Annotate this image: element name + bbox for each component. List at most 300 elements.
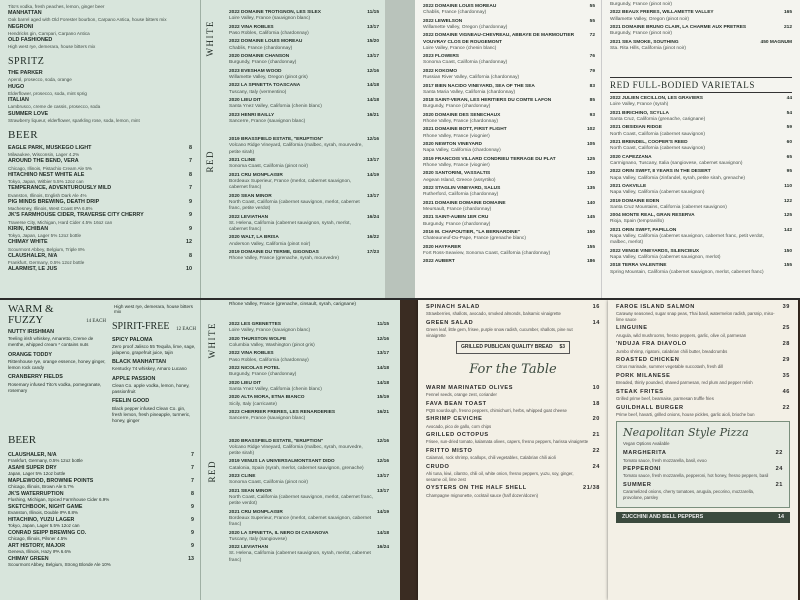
menu-item <box>426 432 600 445</box>
menu-item-name: STEAK FRITES <box>616 388 664 395</box>
wine-name: 2020 DOMAINE CHANSON <box>229 53 290 59</box>
wine-name: 2022 LEWELSON <box>423 18 463 24</box>
menu-item <box>616 304 790 322</box>
wine-text <box>610 213 695 225</box>
beer-name: EAGLE PARK, MUSKEGO LIGHT <box>8 144 92 151</box>
wine-text <box>610 125 705 137</box>
wine-desc: Meursault, France (chardonnay) <box>423 207 492 212</box>
panel-bottom-right-food <box>400 300 800 600</box>
menu-item-price: 22 <box>775 450 783 457</box>
menu-item-price: 29 <box>782 357 790 364</box>
menu-item-name: GREEN SALAD <box>426 319 474 326</box>
wine-text <box>229 10 321 22</box>
wine-name: 2021 CRU MONPLAISIR <box>229 509 283 515</box>
wine-row <box>229 366 389 378</box>
wine-name: 2022 DOMAINE TROTIGNON, LES SILEX <box>229 10 321 15</box>
menu-item-name: LINGUINE <box>616 325 648 332</box>
wine-desc: Fort Ross-Seaview, Sonoma Coast, California (chardonnay) <box>423 250 551 256</box>
beer-text <box>8 465 65 476</box>
panel-bottom-left-drinks <box>0 300 200 600</box>
menu-item-text <box>616 325 746 338</box>
menu-item <box>426 448 600 461</box>
wine-name: 2021 OAKVILLE <box>610 183 647 189</box>
spritz-desc: Lambrusco, creme de cassis, prosecco, soda <box>8 104 101 110</box>
beer-name: ART HISTORY, MAJOR <box>8 543 66 549</box>
wine-desc: Aegean Island, Greece (assyrtiko) <box>423 177 496 183</box>
bread-label: GRILLED PUBLICAN QUALITY BREAD <box>461 344 553 351</box>
wine-name: 2022 ORIN SWIFT, 8 YEARS IN THE DESERT <box>610 169 711 175</box>
menu-item-name: PORK MILANESE <box>616 372 671 379</box>
wine-price: 11/15 <box>377 322 389 327</box>
beer-heading: BEER <box>8 129 39 142</box>
wine-price: 14/18 <box>376 530 389 536</box>
spritz-desc: Elderflower, prosecco, soda, mint sprig <box>8 90 87 96</box>
wine-text <box>610 140 705 152</box>
red-full-bodied-heading: RED FULL-BODIED VARIETALS <box>610 77 792 93</box>
warm-desc: Rosemary infused Tito's vodka, pomegranate, rosemary <box>8 381 102 393</box>
wine-price: 110 <box>784 183 792 189</box>
beer-row <box>8 172 192 185</box>
beer-price: 8 <box>189 171 192 178</box>
wine-text <box>229 439 373 458</box>
beer-text <box>8 452 83 463</box>
wine-text <box>610 10 714 22</box>
menu-item-desc: Calamari, rock shrimp, scallops, chili vegetables, Calabrian chili aioli <box>426 455 556 461</box>
wine-price: 142 <box>783 227 792 233</box>
wine-text <box>229 173 363 192</box>
wine-name: 2019 DOMAINE EDEN <box>610 198 660 204</box>
wine-text <box>229 489 373 508</box>
menu-item-price: 21/38 <box>583 485 600 492</box>
cocktail-desc: High west rye, demerara, house bitters mix <box>8 44 96 50</box>
wine-price: 72 <box>589 33 595 39</box>
wine-row <box>610 10 792 22</box>
wine-name: 2019 FRANCOIS VILLARD CONDRIEU TERRAGE DU PLAT <box>423 156 556 162</box>
white-section-label: WHITE <box>205 20 215 57</box>
wine-price: 85 <box>589 98 595 104</box>
spirit-name: BLACK MANHATTAN <box>112 359 166 366</box>
wine-name: 2022 VINA ROBLES <box>229 351 274 357</box>
wine-text <box>610 199 727 211</box>
wine-row <box>229 337 389 349</box>
beer-price: 7 <box>191 478 194 484</box>
cocktail-desc: Hendricks gin, Campari, Carpano Antica <box>8 30 90 36</box>
menu-item-name: WARM MARINATED OLIVES <box>426 384 514 391</box>
wine-desc: Santa Cruz, California (grenache, carignane) <box>610 116 706 122</box>
wine-desc: Burgundy, France (chardonnay) <box>229 372 297 378</box>
wine-row <box>610 169 792 181</box>
wine-name: 2019 BRASSFIELD ESTATE, "ERUPTION" <box>229 137 324 143</box>
spirit-free-price: 12 EACH <box>176 326 196 332</box>
wine-price: 105 <box>586 142 595 148</box>
wine-text <box>423 201 506 213</box>
beer-row <box>8 158 192 171</box>
bottom-banner-label: ZUCCHINI AND BELL PEPPERS <box>622 514 704 521</box>
wine-text <box>610 111 705 123</box>
menu-item <box>616 389 790 402</box>
menu-item-name: PEPPERONI <box>623 466 662 473</box>
wine-price: 11/15 <box>367 10 379 15</box>
wine-text <box>423 171 496 183</box>
wine-price: 14/18 <box>376 365 389 371</box>
wine-row <box>229 459 389 471</box>
beer-desc: Geneva, Illinois, Hazy IPA 6.6% <box>8 549 71 554</box>
wine-price: 125 <box>783 213 792 219</box>
wine-price: 65 <box>786 154 792 160</box>
beer-row <box>8 465 194 476</box>
beer-name: CLAUSHALER, N/A <box>8 252 58 259</box>
menu-item-desc: Champagne mignonette, cocktail sauce (half dozen/dozen) <box>426 492 539 498</box>
wine-name: 2021 CLINE <box>229 158 256 164</box>
wine-text <box>423 4 496 16</box>
beer-text <box>8 478 93 489</box>
wine-price: 15/19 <box>376 395 389 401</box>
warm-fuzzy-section <box>8 304 106 394</box>
wine-row <box>229 395 389 407</box>
wine-row <box>423 201 595 213</box>
wine-desc: Columbia Valley, Washington (pinot gris) <box>229 342 315 348</box>
wine-desc: Willamette Valley, Oregon (chardonnay) <box>423 24 508 30</box>
warm-name: ORANGE TODDY <box>8 351 52 358</box>
menu-item-price: 14 <box>592 319 600 326</box>
menu-item <box>616 341 790 354</box>
wine-name: 2019 DOMAINE DU TERME, GIGONDAS <box>229 250 319 256</box>
wine-text <box>229 83 300 95</box>
menu-item-desc: Prime beef, havarti, grilled onions, house pickles, garlic aioli, brioche bun <box>616 411 755 417</box>
warm-fuzzy-price: 14 EACH <box>86 319 106 325</box>
wine-desc: Rioja, Spain (tempranillo) <box>610 219 664 225</box>
beer-row <box>8 199 192 212</box>
wine-text <box>423 157 556 169</box>
wine-price: 16/24 <box>376 545 389 551</box>
menu-item-name: OYSTERS ON THE HALF SHELL <box>426 485 527 492</box>
cocktail-name: NEGRONI <box>8 23 34 30</box>
beer-name: MAPLEWOOD, BROWNIE POINTS <box>8 478 94 484</box>
wine-name: 2022 DOMAINE VIGNEAU-CHEVREAU, ABBAYE DE MARMOUTIER VOUVRAY CLOS DE ROUGEMONT <box>423 33 575 45</box>
wine-text <box>610 184 704 196</box>
wine-price: 12/16 <box>366 68 379 74</box>
bottom-banner-price: 14 <box>778 514 784 521</box>
wine-desc: St. Helena, California (cabernet sauvignon, syrah, merlot, cabernet franc) <box>229 551 371 563</box>
wine-desc: Loire Valley, France (chenin blanc) <box>423 45 497 51</box>
wine-desc: Paso Robles, California (chardonnay) <box>229 30 309 36</box>
menu-item-text <box>426 448 556 461</box>
wine-name: 2022 KOKOMO <box>423 68 458 74</box>
menu-item-price: 28 <box>782 341 790 348</box>
beer-text <box>8 530 86 541</box>
wine-name: 2022 BEAUX FRERES, WILLAMETTE VALLEY <box>610 10 714 16</box>
bread-price: $3 <box>559 344 565 351</box>
wine-text <box>610 169 745 181</box>
menu-item-desc: Caramelized onions, cherry tomatoes, arugula, pecorino, mozzarella, provolone, parsley <box>623 489 755 500</box>
beer-price: 10 <box>186 266 192 273</box>
beer-price: 9 <box>191 543 194 549</box>
wine-row <box>423 259 595 265</box>
wine-row <box>423 186 595 198</box>
wine-price: 12/16 <box>376 459 389 465</box>
wine-name: 2022 NICOLAS POTEL <box>229 365 280 371</box>
menu-item-text <box>616 357 723 370</box>
menu-item-text <box>426 432 588 445</box>
menu-item-desc: Green leaf, little gem, frisee, purple snow radish, cucumber, shallots, pine nut vinaigrette <box>426 327 573 338</box>
wine-row <box>229 474 389 486</box>
wine-text <box>229 474 308 486</box>
spirit-desc: Black pepper infused Clean Co. gin, fresh lemon, fresh pineapple, turmeric, honey, ginger <box>112 405 191 423</box>
wine-price: 135 <box>586 186 595 192</box>
beer-list <box>8 452 194 569</box>
menu-item-text <box>623 482 772 500</box>
wine-row <box>423 245 595 257</box>
menu-item-text <box>426 485 538 498</box>
beer-row <box>8 543 194 554</box>
wine-text <box>229 235 310 247</box>
wine-row <box>423 69 595 81</box>
beer-text <box>8 266 57 273</box>
beer-text <box>8 226 81 239</box>
wine-name: 2020 LA SPINETTA, IL NERO DI CASANOVA <box>229 530 329 536</box>
menu-item <box>426 304 600 317</box>
wine-desc: North Coast, California (cabernet sauvignon) <box>610 146 705 152</box>
beer-price: 9 <box>191 530 194 536</box>
spritz-desc: Strawberry liqueur, elderflower, sparkling rose, soda, lemon, mint <box>8 117 140 123</box>
wine-price: 122 <box>783 198 792 204</box>
wine-row <box>610 228 792 247</box>
beer-price: 13 <box>188 556 194 562</box>
menu-item-text <box>426 464 589 482</box>
wine-text <box>229 39 302 51</box>
warm-desc: Teeling irish whiskey, Amaretto, Creme de menthe, whipped cream * contains nuts <box>8 336 94 348</box>
wine-desc: Sonoma Coast, California (pinot noir) <box>229 480 308 486</box>
beer-name: HITACHINO, YUZU LAGER <box>8 517 75 523</box>
wine-price: 60 <box>786 139 792 145</box>
wine-text <box>610 249 720 261</box>
menu-item-text <box>616 405 755 418</box>
menu-item-price: 24 <box>592 463 600 470</box>
wine-desc: Burgundy, France (chardonnay) <box>229 60 297 66</box>
wine-name: 2021 ORIN SWIFT, PAPILLON <box>610 227 677 233</box>
wine-name: 2022 LA SPINETTA TOASCANA <box>229 83 301 89</box>
menu-item-text <box>623 450 707 463</box>
wine-name: 2004 MONTE REAL, GRAN RESERVA <box>610 213 695 219</box>
beer-desc: Tokyo, Japan, Lager 5% 12oz bottle <box>8 233 82 239</box>
beer-price: 7 <box>189 185 192 192</box>
wine-text <box>229 25 309 37</box>
menu-item-price: 10 <box>592 384 600 391</box>
wine-row <box>229 194 379 213</box>
warm-name: NUTTY IRISHMAN <box>8 329 55 335</box>
beer-name: PIG MINDS BREWING, DEATH DRIP <box>8 198 100 205</box>
wine-row <box>229 250 379 262</box>
wine-price: 59 <box>786 125 792 131</box>
beer-desc: Frankfurt, Germany, 0.5% 12oz bottle <box>8 260 85 266</box>
beer-text <box>8 239 85 252</box>
wine-row <box>610 155 792 167</box>
wine-desc: Spring Mountain, California (cabernet sauvignon, merlot, cabernet franc) <box>610 269 764 275</box>
wine-price: 125 <box>586 156 595 162</box>
cocktail-desc: Oak barrel aged with Old Forester bourbon, Carpano Antica, house bitters mix <box>8 17 167 23</box>
wine-row <box>610 2 792 8</box>
wine-text <box>610 263 764 275</box>
warm-fuzzy-title: WARM & FUZZY <box>8 303 54 326</box>
wine-name: 2016 M. CHAPOUTIER, "LA BERNARDINE" <box>423 230 521 236</box>
beer-desc: Flushing, Michigan, Spiced Farmhouse Cider 6.9% <box>8 497 110 502</box>
wine-desc: Tuscany, Italy (sangiovese) <box>229 536 287 542</box>
wine-row <box>423 98 595 110</box>
beer-row <box>8 491 194 502</box>
menu-item-name: SPINACH SALAD <box>426 304 480 310</box>
menu-item <box>623 466 783 479</box>
wine-row <box>610 263 792 275</box>
warm-desc: Rittenhouse rye, orange essence, honey ginger, lemon rock candy <box>8 358 106 371</box>
wine-name: 2021 CRU MONPLAISIR <box>229 172 283 178</box>
beer-row <box>8 212 192 225</box>
wine-row <box>423 33 595 52</box>
beer-price: 7 <box>191 452 194 458</box>
wine-price: 55 <box>589 18 595 24</box>
menu-item-desc: Fennel seeds, orange zest, coriander <box>426 391 497 397</box>
menu-item-name: FAVA BEAN TOAST <box>426 400 487 407</box>
wine-price: 12/16 <box>376 336 389 342</box>
wine-row <box>423 127 595 139</box>
wine-name: 2020 SANTORINI, VASSALTIS <box>423 171 491 177</box>
wine-text <box>423 19 507 31</box>
wine-text <box>423 215 490 227</box>
menu-item-name: GRILLED OCTOPUS <box>426 432 489 439</box>
wine-name: 2022 AUBERT <box>423 259 455 265</box>
wine-row <box>423 171 595 183</box>
beer-name: CHIMAY WHITE <box>8 239 48 246</box>
menu-item <box>426 416 600 429</box>
wine-price: 155 <box>586 244 595 250</box>
beer-price: 9 <box>191 517 194 523</box>
menu-item-name: FAROE ISLAND SALMON <box>616 304 695 310</box>
wine-text <box>423 142 501 154</box>
pizza-heading: Neapolitan Style Pizza <box>623 426 749 440</box>
menu-item <box>426 485 600 498</box>
wine-name: 2020 HAYFARER <box>423 244 461 250</box>
wine-desc: Sancerre, France (sauvignon blanc) <box>229 118 306 124</box>
wine-desc: Rutherford, California (chardonnay) <box>423 192 499 198</box>
wine-text <box>229 69 308 81</box>
bread-box <box>456 341 570 354</box>
wine-desc: Napa Valley, California (cabernet sauvignon, cabernet franc, petit verdot, malbec, merlot) <box>610 234 764 246</box>
wine-price: 102 <box>586 127 595 133</box>
wine-name: 2021 OBSIDIAN RIDGE <box>610 125 662 131</box>
beer-desc: Chicago, Illinois, Brown Ale 5.7% <box>8 484 74 489</box>
wine-name: 2022 STAGLIN VINEYARD, SALUS <box>423 186 501 192</box>
wine-desc: Burgundy, France (pinot noir) <box>610 31 673 37</box>
wine-price: 17/23 <box>366 250 379 256</box>
wine-row <box>229 69 379 81</box>
panel-top-right-bottles-b <box>601 0 800 298</box>
spirit-desc: Zero proof Jalisco 55 Tequila, lime, sage, jalapeno, grapefruit juice, tajin <box>112 343 196 355</box>
wine-desc: Bordeaux Superieur, France (merlot, cabernet sauvignon, cabernet franc) <box>229 179 352 191</box>
beer-name: KIRIN, ICHIBAN <box>8 225 49 232</box>
wine-text <box>423 98 551 110</box>
wine-name: 2021 DOMAINE BRUNO CLAIR, LA CHARME AUX PRETRES <box>610 25 747 31</box>
wine-price: 95 <box>786 169 792 175</box>
menu-item-text <box>426 401 567 414</box>
beer-row <box>8 253 192 266</box>
wine-price: 79 <box>589 68 595 74</box>
wine-text <box>229 113 305 125</box>
wine-desc: Rhone Valley, France (grenache, syrah, mourvedre) <box>229 256 339 262</box>
wine-price: 13/17 <box>376 351 389 357</box>
beer-price: 8 <box>191 491 194 497</box>
wine-desc: Loire Valley, France (sauvignon blanc) <box>229 16 311 22</box>
menu-item-desc: Frisee, sun-dried tomato, kalamata olives, capers, fresno peppers, harissa vinaigrette <box>426 439 589 445</box>
menu-item-desc: Jumbo shrimp, rigatoni, calabrian chili butter, breadcrumbs <box>616 348 728 354</box>
wine-name: 2019 VENUS LA UNIVERSALMONTSANT DIDO <box>229 459 335 465</box>
beer-desc: Tokyo, Japan, Lager 5.5% 12oz can <box>8 523 80 528</box>
spritz-name: HUGO <box>8 83 25 90</box>
wine-text <box>229 194 363 213</box>
wine-desc: Napa Valley, California (cabernet sauvignon) <box>610 190 705 196</box>
wine-name: 2021 SEAN MINOR <box>229 488 272 494</box>
wine-text <box>229 351 309 363</box>
wine-price: 12/16 <box>366 137 379 143</box>
red-section-label: RED <box>205 150 215 173</box>
beer-price: 9 <box>189 212 192 219</box>
spirit-free-section <box>112 320 196 424</box>
wine-price: 14/18 <box>366 83 379 89</box>
wine-desc: Sonoma Coast, California (pinot noir) <box>229 164 308 170</box>
wine-price: 13/17 <box>376 488 389 494</box>
beer-row <box>8 452 194 463</box>
beer-desc: Chicago, Illinois, Pistachio Cream Ale 5% <box>8 165 93 171</box>
wine-price: 150 <box>586 230 595 236</box>
menu-item-desc: Breaded, thinly pounded, shaved parmesan, red plum and pepper relish <box>616 380 753 386</box>
wine-desc: Loire Valley, France (syrah) <box>610 102 669 108</box>
wine-row <box>423 215 595 227</box>
menu-item-price: 35 <box>782 372 790 379</box>
wine-desc: St. Helena, California (cabernet sauvignon, syrah, merlot, cabernet franc) <box>229 220 351 233</box>
beer-name: HITACHINO NEST WHITE ALE <box>8 171 85 178</box>
menu-item-price: 25 <box>782 325 790 332</box>
wine-price: 44 <box>786 96 792 101</box>
wine-row <box>423 142 595 154</box>
cocktail-name: MANHATTAN <box>8 10 42 17</box>
wine-price: 16/24 <box>366 214 379 220</box>
wine-desc: Carmignano, Tuscany, Italia (sangiovese, cabernet sauvignon) <box>610 160 743 166</box>
menu-item <box>623 482 783 500</box>
menu-item-name: SUMMER <box>623 482 652 489</box>
beer-price: 7 <box>189 158 192 165</box>
spritz-name: SUMMER LOVE <box>8 110 49 117</box>
wine-name: 2023 CHERRIER FRERES, LES RENARDERIES <box>229 409 336 415</box>
spirit-name: APPLE PASSION <box>112 375 156 382</box>
beer-text <box>8 517 80 528</box>
wine-text <box>610 96 703 108</box>
wine-row <box>610 184 792 196</box>
wine-name: 2021 DOMAINE DOMAINE DOMAINE <box>423 200 506 206</box>
wine-row <box>229 39 379 51</box>
wine-text <box>229 98 322 110</box>
beer-name: SKETCHBOOK, NIGHT GAME <box>8 504 83 510</box>
beer-row <box>8 145 192 158</box>
bottom-banner <box>616 512 790 523</box>
beer-text <box>8 158 92 171</box>
wine-row <box>229 98 379 110</box>
beer-text <box>8 199 99 212</box>
menu-item-desc: Ahi tuna, kiwi, cilantro, chili oil, white onion, fresno peppers, yuzu, soy, ginger, sesame oil, lime zest <box>426 471 574 482</box>
wine-desc: Willamette Valley, Oregon (pinot noir) <box>610 16 690 22</box>
beer-desc: Milwaukee, Wisconsin, Lager 4.2% <box>8 152 80 158</box>
beer-text <box>8 212 144 225</box>
wine-row <box>229 381 389 393</box>
beer-desc: Japan, Lager 5% 12oz bottle <box>8 471 66 476</box>
wine-desc: Willamette Valley, Oregon (pinot gris) <box>229 74 308 80</box>
